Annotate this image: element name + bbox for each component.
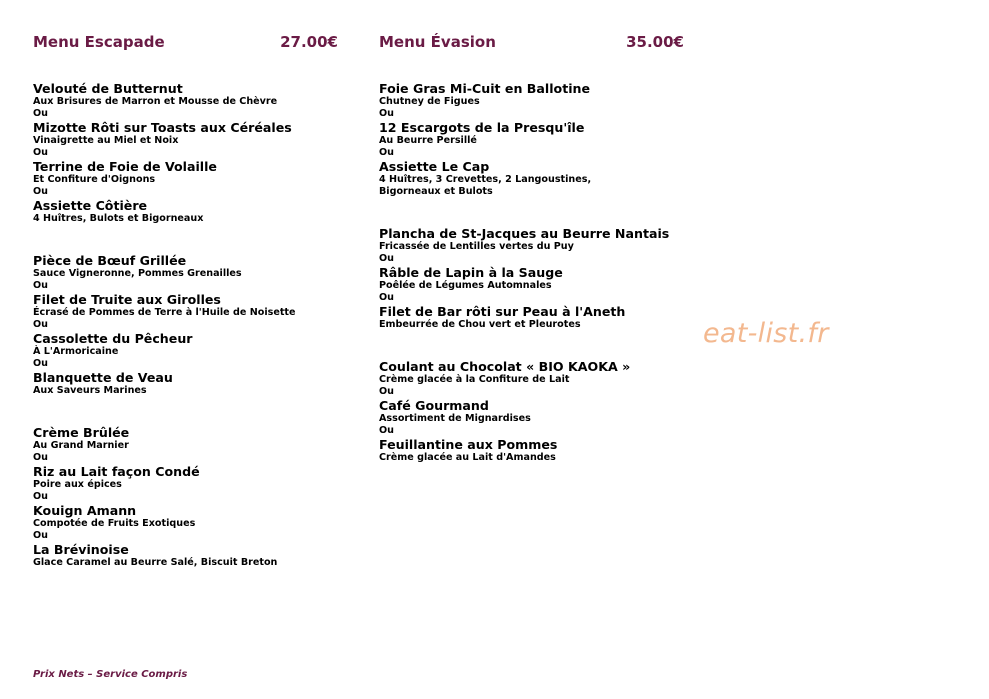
dish-item [379, 81, 699, 108]
separator-ou: Ou [33, 319, 48, 330]
course-starters [379, 81, 699, 198]
dish-name: Feuillantine aux Pommes [379, 437, 558, 452]
separator-ou: Ou [379, 425, 394, 436]
dish-description: Aux Saveurs Marines [33, 385, 147, 396]
menu-header [379, 33, 684, 51]
footer-note: Prix Nets – Service Compris [33, 669, 188, 680]
separator-ou: Ou [33, 186, 48, 197]
menu-escapade [33, 33, 353, 569]
dish-description: Sauce Vigneronne, Pommes Grenailles [33, 268, 242, 279]
dish-item [379, 359, 699, 386]
separator-ou: Ou [379, 253, 394, 264]
dish-description: Crème glacée au Lait d'Amandes [379, 452, 556, 463]
dish-description: Embeurrée de Chou vert et Pleurotes [379, 319, 581, 330]
dish-item [33, 120, 353, 147]
dish-name: Riz au Lait façon Condé [33, 464, 200, 479]
dish-name: Cassolette du Pêcheur [33, 331, 193, 346]
dish-item [379, 265, 699, 292]
dish-description: Compotée de Fruits Exotiques [33, 518, 196, 529]
course-mains [33, 253, 353, 397]
menu-title: Menu Évasion [379, 33, 496, 51]
separator-ou: Ou [379, 108, 394, 119]
dish-name: Café Gourmand [379, 398, 489, 413]
separator-ou: Ou [33, 452, 48, 463]
dish-item [33, 464, 353, 491]
dish-item [33, 198, 353, 225]
separator-ou: Ou [379, 386, 394, 397]
dish-name: Foie Gras Mi-Cuit en Ballotine [379, 81, 591, 96]
dish-name: Crème Brûlée [33, 425, 130, 440]
separator-ou: Ou [33, 280, 48, 291]
menu-price: 27.00€ [280, 33, 338, 51]
separator-ou: Ou [379, 292, 394, 303]
watermark: eat-list.fr [703, 318, 829, 349]
dish-description: Aux Brisures de Marron et Mousse de Chèvre [33, 96, 278, 107]
dish-name: Velouté de Butternut [33, 81, 183, 96]
dish-name: Kouign Amann [33, 503, 137, 518]
dish-description: Assortiment de Mignardises [379, 413, 531, 424]
dish-name: La Brévinoise [33, 542, 129, 557]
menu-price: 35.00€ [626, 33, 684, 51]
course-desserts [33, 425, 353, 569]
dish-description: 4 Huîtres, 3 Crevettes, 2 Langoustines, [379, 174, 592, 185]
dish-description: Et Confiture d'Oignons [33, 174, 156, 185]
separator-ou: Ou [33, 108, 48, 119]
dish-name: Filet de Bar rôti sur Peau à l'Aneth [379, 304, 626, 319]
dish-name: Plancha de St-Jacques au Beurre Nantais [379, 226, 670, 241]
dish-name: Mizotte Rôti sur Toasts aux Céréales [33, 120, 292, 135]
dish-name: 12 Escargots de la Presqu'île [379, 120, 585, 135]
dish-item [33, 159, 353, 186]
dish-name: Coulant au Chocolat « BIO KAOKA » [379, 359, 631, 374]
dish-item [379, 398, 699, 425]
dish-name: Assiette Côtière [33, 198, 148, 213]
dish-description: Poire aux épices [33, 479, 122, 490]
dish-item [33, 331, 353, 358]
separator-ou: Ou [33, 147, 48, 158]
menu-header [33, 33, 338, 51]
menu-title: Menu Escapade [33, 33, 165, 51]
dish-item [33, 81, 353, 108]
dish-item [379, 159, 699, 198]
dish-description: Crème glacée à la Confiture de Lait [379, 374, 570, 385]
course-desserts [379, 359, 699, 464]
separator-ou: Ou [33, 358, 48, 369]
dish-name: Blanquette de Veau [33, 370, 173, 385]
dish-name: Terrine de Foie de Volaille [33, 159, 217, 174]
dish-description: À L'Armoricaine [33, 346, 119, 357]
dish-description: Au Beurre Persillé [379, 135, 477, 146]
dish-item [379, 304, 699, 331]
separator-ou: Ou [379, 147, 394, 158]
dish-item [33, 503, 353, 530]
dish-item [33, 425, 353, 452]
dish-description: Chutney de Figues [379, 96, 480, 107]
dish-description: Vinaigrette au Miel et Noix [33, 135, 179, 146]
dish-name: Filet de Truite aux Girolles [33, 292, 221, 307]
dish-description: Poêlée de Légumes Automnales [379, 280, 552, 291]
course-mains [379, 226, 699, 331]
dish-item [379, 120, 699, 147]
dish-item [33, 370, 353, 397]
dish-item [33, 253, 353, 280]
dish-description: Au Grand Marnier [33, 440, 129, 451]
dish-item [379, 437, 699, 464]
dish-description: Glace Caramel au Beurre Salé, Biscuit Breton [33, 557, 278, 568]
separator-ou: Ou [33, 530, 48, 541]
dish-description: Écrasé de Pommes de Terre à l'Huile de Noisette [33, 307, 296, 318]
dish-name: Râble de Lapin à la Sauge [379, 265, 563, 280]
menu-evasion [379, 33, 699, 464]
separator-ou: Ou [33, 491, 48, 502]
dish-item [379, 226, 699, 253]
dish-item [33, 542, 353, 569]
dish-name: Pièce de Bœuf Grillée [33, 253, 187, 268]
dish-item [33, 292, 353, 319]
dish-description: Bigorneaux et Bulots [379, 186, 493, 197]
course-starters [33, 81, 353, 225]
dish-description: 4 Huîtres, Bulots et Bigorneaux [33, 213, 204, 224]
dish-name: Assiette Le Cap [379, 159, 490, 174]
dish-description: Fricassée de Lentilles vertes du Puy [379, 241, 574, 252]
